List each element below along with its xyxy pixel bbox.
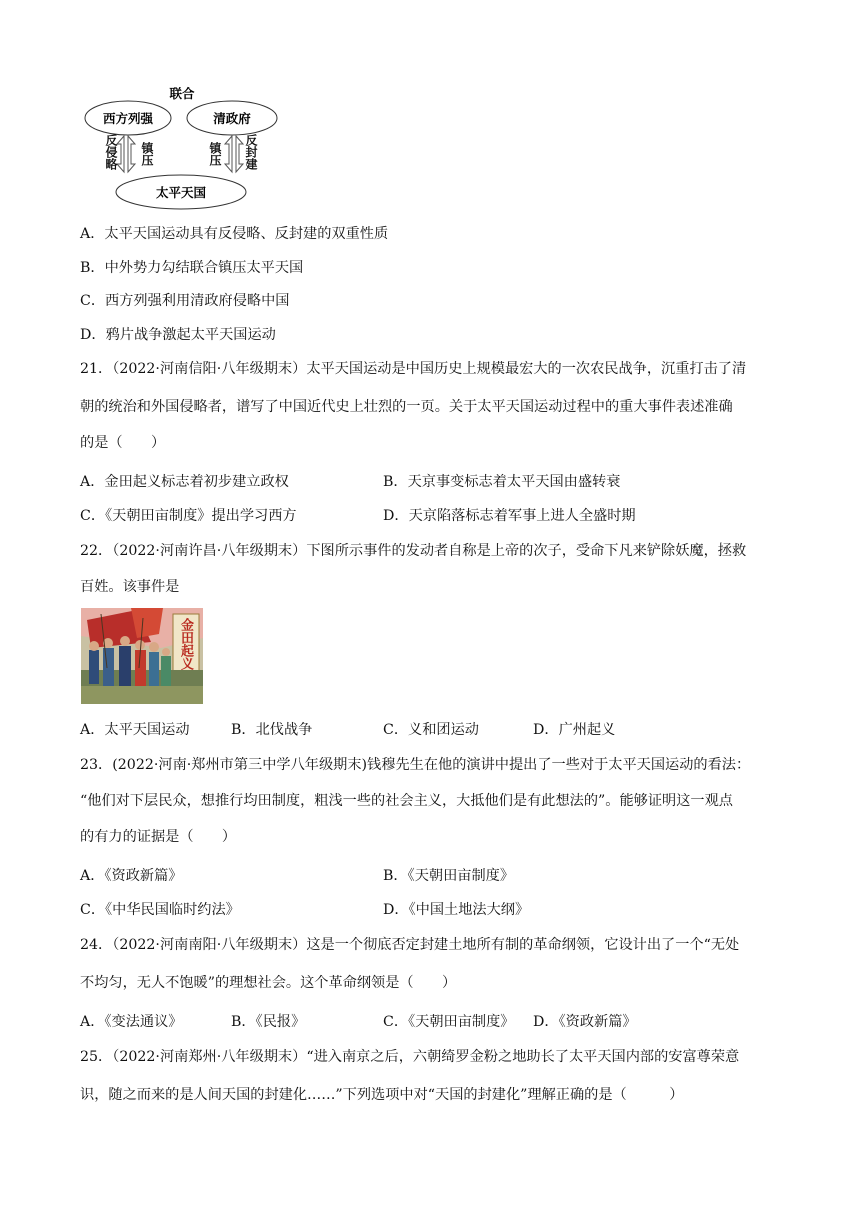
right-up-label: 反封建 <box>244 134 258 170</box>
q20-option-d: D．鸦片战争激起太平天国运动 <box>80 327 276 343</box>
q24-option-d: D．《资政新篇》 <box>533 1014 637 1030</box>
node-qing-government: 清政府 <box>213 111 251 126</box>
q20-option-c: C．西方列强利用清政府侵略中国 <box>80 293 290 309</box>
right-down-label: 镇压 <box>208 142 222 166</box>
q24-stem-line-1: 24．（2022·河南南阳·八年级期末）这是一个彻底否定封建土地所有制的革命纲领，它设计出了一个“无处 <box>80 937 740 953</box>
right-double-arrow <box>225 136 243 172</box>
q23-stem-line-3: 的有力的证据是（ ） <box>80 829 237 845</box>
q23-option-c: C．《中华民国临时约法》 <box>80 902 240 918</box>
left-up-label: 反侵略 <box>104 134 118 170</box>
taiping-relationship-diagram <box>84 84 284 212</box>
q21-stem-line-3: 的是（ ） <box>80 435 166 451</box>
q22-stem-line-2: 百姓。该事件是 <box>80 579 180 595</box>
q21-option-a: A．金田起义标志着初步建立政权 <box>80 474 289 490</box>
q22-stem-line-1: 22．（2022·河南许昌·八年级期末）下图所示事件的发动者自称是上帝的次子，受命下凡来铲除妖魔，拯救 <box>80 543 747 559</box>
node-taiping: 太平天国 <box>155 185 207 200</box>
q21-option-d: D．天京陷落标志着军事上进人全盛时期 <box>383 508 636 524</box>
q21-option-b: B．天京事变标志着太平天国由盛转衰 <box>383 474 621 490</box>
q24-option-a: A．《变法通议》 <box>80 1014 183 1030</box>
q22-option-c: C．义和团运动 <box>383 722 479 738</box>
q21-option-c: C．《天朝田亩制度》提出学习西方 <box>80 508 297 524</box>
q22-option-d: D．广州起义 <box>533 722 616 738</box>
q21-stem-line-1: 21．（2022·河南信阳·八年级期末）太平天国运动是中国历史上规模最宏大的一次农民战争，沉重打击了清 <box>80 361 747 377</box>
jintian-uprising-illustration <box>81 608 203 704</box>
q23-option-b: B．《天朝田亩制度》 <box>383 868 515 884</box>
q23-option-a: A．《资政新篇》 <box>80 868 183 884</box>
q25-stem-line-2: 识，随之而来的是人间天国的封建化……”下列选项中对“天国的封建化”理解正确的是（ ） <box>80 1087 684 1103</box>
node-west-powers: 西方列强 <box>102 111 154 126</box>
q22-option-b: B．北伐战争 <box>231 722 313 738</box>
left-down-label: 镇压 <box>140 142 154 166</box>
q22-option-a: A．太平天国运动 <box>80 722 190 738</box>
q24-option-b: B．《民报》 <box>231 1014 306 1030</box>
q20-option-a: A．太平天国运动具有反侵略、反封建的双重性质 <box>80 226 389 242</box>
q21-stem-line-2: 朝的统治和外国侵略者，谱写了中国近代史上壮烈的一页。关于太平天国运动过程中的重大事件表述准确 <box>80 399 733 415</box>
q24-stem-line-2: 不均匀，无人不饱暖”的理想社会。这个革命纲领是（ ） <box>80 975 457 991</box>
diagram-top-label: 联合 <box>169 86 195 101</box>
q23-option-d: D．《中国土地法大纲》 <box>383 902 530 918</box>
q25-stem-line-1: 25．（2022·河南郑州·八年级期末）“进入南京之后，六朝绮罗金粉之地助长了太平天国内部的安富尊荣意 <box>80 1049 740 1065</box>
q23-stem-line-2: “他们对下层民众，想推行均田制度，粗浅一些的社会主义，大抵他们是有此想法的”。能够证明这一观点 <box>80 793 733 809</box>
q20-option-b: B．中外势力勾结联合镇压太平天国 <box>80 260 304 276</box>
illustration-caption: 金田起义 <box>178 618 193 670</box>
q23-stem-line-1: 23．(2022·河南·郑州市第三中学八年级期末)钱穆先生在他的演讲中提出了一些对于太平天国运动的看法： <box>80 757 751 773</box>
q24-option-c: C．《天朝田亩制度》 <box>383 1014 515 1030</box>
